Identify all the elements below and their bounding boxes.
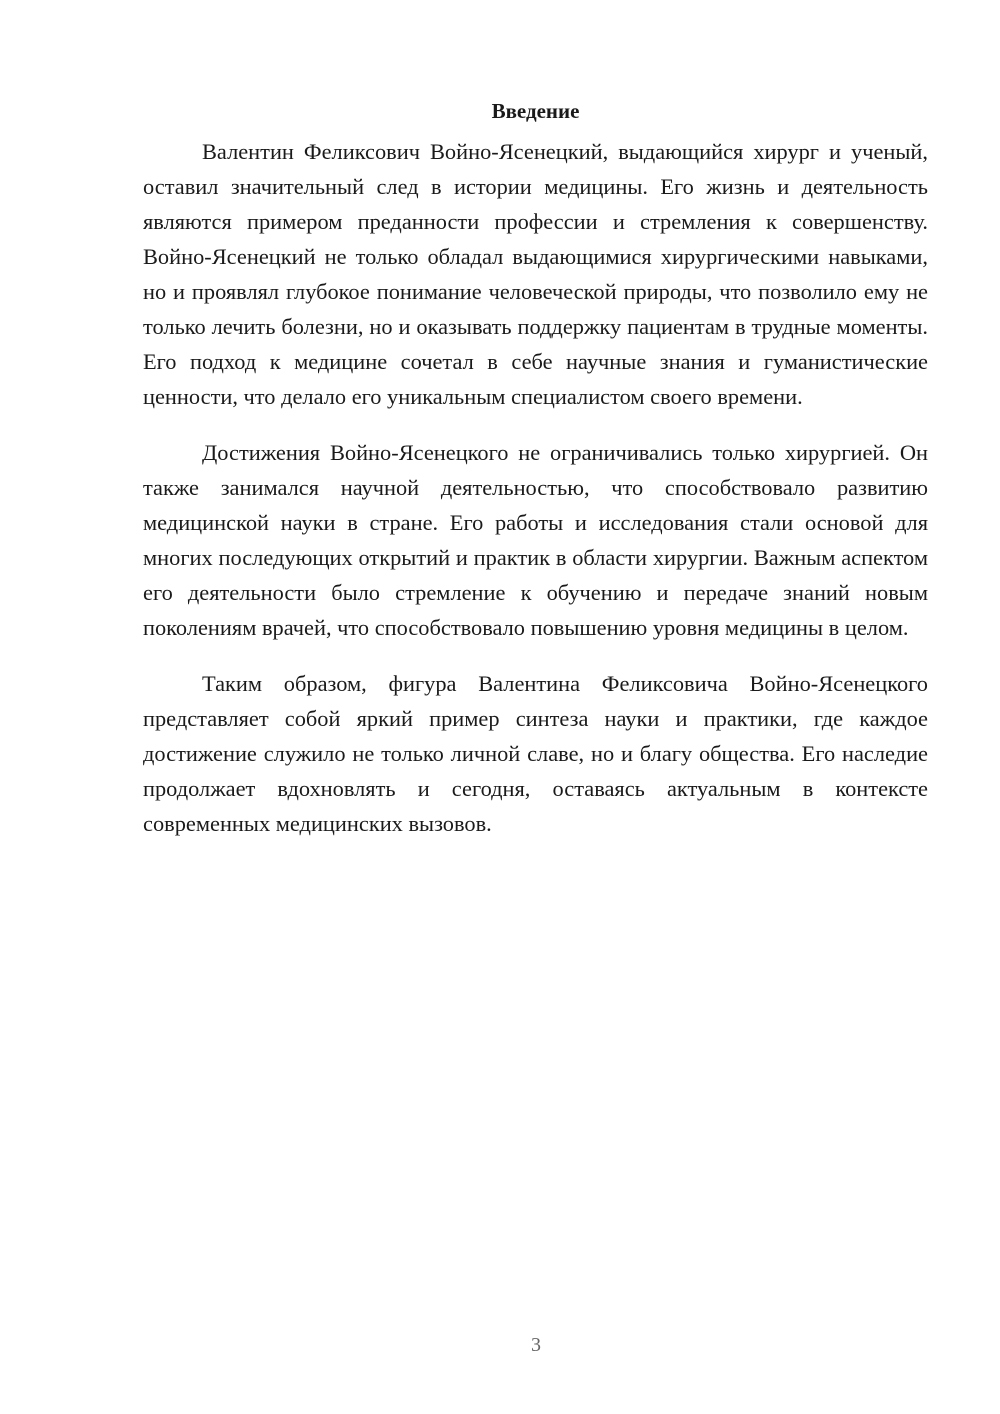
page-body <box>143 98 928 862</box>
section-title: Введение <box>491 99 580 123</box>
page-number: 3 <box>531 1334 541 1356</box>
paragraph-2: Достижения Войно-Ясенецкого не ограничивались только хирургией. Он также занимался научной деятельностью, что способствовало развитию медицинской науки в стране. Его работы и исследования стали основой для многих последующих открытий и практик в области хирургии. Важным аспектом его деятельности было стремление к обучению и передаче знаний новым поколениям врачей, что способствовало повышению уровня медицины в целом. <box>143 440 928 640</box>
paragraph-1: Валентин Феликсович Войно-Ясенецкий, выдающийся хирург и ученый, оставил значительный след в истории медицины. Его жизнь и деятельность являются примером преданности профессии и стремления к совершенству. Войно-Ясенецкий не только обладал выдающимися хирургическими навыками, но и проявлял глубокое понимание человеческой природы, что позволило ему не только лечить болезни, но и оказывать поддержку пациентам в трудные моменты. Его подход к медицине сочетал в себе научные знания и гуманистические ценности, что делало его уникальным специалистом своего времени. <box>143 139 928 409</box>
paragraph-3: Таким образом, фигура Валентина Феликсовича Войно-Ясенецкого представляет собой яркий пример синтеза науки и практики, где каждое достижение служило не только личной славе, но и благу общества. Его наследие продолжает вдохновлять и сегодня, оставаясь актуальным в контексте современных медицинских вызовов. <box>143 671 928 836</box>
